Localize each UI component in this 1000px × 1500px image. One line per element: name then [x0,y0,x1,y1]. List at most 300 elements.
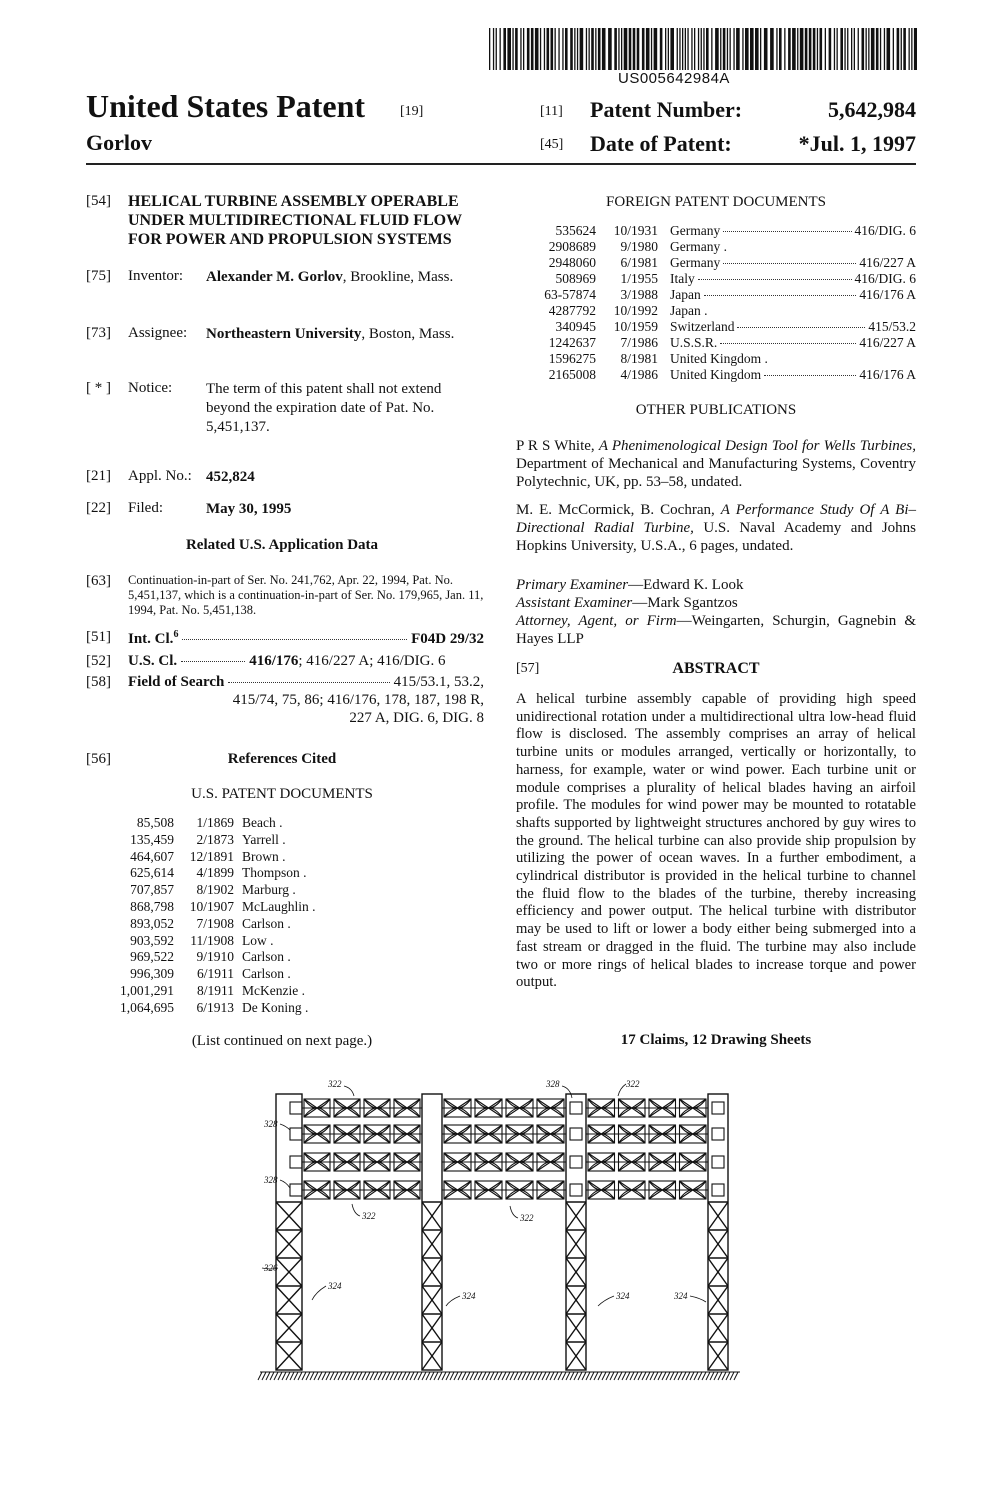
us-patent-date: 1/1869 [196,815,234,830]
assignee-location: , Boston, Mass. [361,326,455,342]
barcode-bar [834,28,835,70]
helical-blade [394,1162,420,1171]
foreign-patent-row [516,223,916,239]
helical-blade [334,1108,360,1117]
ground-hatch [442,1372,446,1380]
ground-hatch [462,1372,466,1380]
us-patent-date: 9/1910 [196,949,234,965]
foreign-patent-class: 416/176 A [859,367,916,382]
bearing-box [712,1156,724,1168]
appl-code: [21] [86,468,111,484]
barcode-bar [507,28,511,70]
helical-blade [364,1153,390,1162]
ground-hatch [714,1372,718,1380]
ground-hatch [550,1372,554,1380]
ground-hatch [398,1372,402,1380]
ref-322-lower-mid: 322 [520,1213,534,1223]
barcode-bar [903,28,906,70]
int-cl-row [128,629,484,648]
barcode-bar [844,28,845,70]
inventor-location: , Brookline, Mass. [342,269,454,285]
foreign-patent-country: Germany . [670,239,727,254]
helical-blade [394,1108,420,1117]
helical-blade [334,1162,360,1171]
barcode-bar [871,28,875,70]
dot-leader [698,279,852,280]
helical-blade [506,1125,533,1134]
ground-hatch [538,1372,542,1380]
title-field-code: [54] [86,193,111,209]
helical-blade [444,1099,471,1108]
barcode-bar [574,28,575,70]
ground-hatch [274,1372,278,1380]
pub1-source: Department of Mechanical and Manufacturing Systems, Coventry Polytechnic, UK, pp. 53–58, undated. [516,456,916,490]
foreign-patent-entry [670,255,916,271]
us-patent-date: 7/1908 [196,915,234,931]
foreign-patent-date: 7/1986 [620,335,658,350]
helical-blade [364,1134,390,1143]
foreign-patent-country: Japan [670,287,701,302]
ground-hatch [530,1372,534,1380]
helical-blade [537,1181,564,1190]
helical-blade [334,1099,360,1108]
ground-hatch [518,1372,522,1380]
search-value-3: 227 A, DIG. 6, DIG. 8 [349,710,484,726]
continuation-code: [63] [86,573,111,589]
helical-blade [680,1108,707,1117]
ground-hatch [594,1372,598,1380]
foreign-docs-heading: FOREIGN PATENT DOCUMENTS [605,194,827,210]
ground-hatch [262,1372,266,1380]
foreign-patent-entry [670,351,916,367]
us-patent-date: 6/1913 [196,999,234,1015]
search-label: Field of Search [128,674,225,690]
filed-date: May 30, 1995 [206,501,292,517]
barcode [489,28,917,70]
foreign-patent-row [516,319,916,335]
foreign-patent-country: Italy [670,271,695,286]
ref-322-lower-left: 322 [362,1211,376,1221]
notice-text: The term of this patent shall not extend beyond the expiration date of Pat. No. 5,451,137. [206,381,442,435]
foreign-patent-entry [670,367,916,383]
helical-blade [680,1190,707,1199]
barcode-bar [701,28,702,70]
barcode-bar [837,28,838,70]
foreign-patent-number: 4287792 [548,303,596,318]
ground-hatch [346,1372,350,1380]
helical-blade [304,1125,330,1134]
publication-1 [516,437,916,491]
ground-hatch [474,1372,478,1380]
barcode-bar [589,28,590,70]
barcode-bar [595,28,596,70]
us-patent-number: 1,001,291 [120,982,174,998]
us-patent-date: 11/1908 [190,932,234,948]
filed-code: [22] [86,500,111,516]
barcode-bar [866,28,867,70]
helical-blade [649,1108,676,1117]
helical-blade [619,1162,646,1171]
inventor-label: Inventor: [128,268,183,284]
ground-hatch [618,1372,622,1380]
ground-hatch [598,1372,602,1380]
date-label: Date of Patent: [590,131,732,156]
foreign-patent-country: Japan . [670,303,708,318]
ground-hatch [730,1372,734,1380]
ground-hatch [438,1372,442,1380]
barcode-bar [691,28,692,70]
foreign-patent-entry [670,223,916,239]
bearing-box [712,1128,724,1140]
us-patent-name: Carlson . [242,966,291,982]
ground-hatch [654,1372,658,1380]
us-patent-number: 868,798 [130,898,174,914]
foreign-patent-class: 416/227 A [859,335,916,350]
barcode-bar [876,28,879,70]
foreign-patent-date: 1/1955 [620,271,658,286]
barcode-bar [614,28,617,70]
ground-hatch [650,1372,654,1380]
barcode-bar [742,28,743,70]
barcode-bar [602,28,606,70]
us-patent-row [100,949,316,966]
barcode-bar [665,28,666,70]
foreign-patent-entry [670,287,916,303]
pub2-source: U.S. Naval Academy and Johns Hopkins University, U.S.A., 6 pages, undated. [516,520,917,554]
ground-hatch [414,1372,418,1380]
barcode-bar [586,28,587,70]
filed-label: Filed: [128,500,164,516]
search-value-2: 415/74, 75, 86; 416/176, 178, 187, 198 R, [232,692,484,708]
attorney-label: Attorney, Agent, or Firm [516,613,677,629]
bearing-box [712,1184,724,1196]
barcode-bar [788,28,791,70]
helical-blade [394,1099,420,1108]
dot-leader [181,661,245,662]
appl-label: Appl. No.: [128,468,192,484]
helical-blade [444,1134,471,1143]
helical-blade [444,1108,471,1117]
assignee-name: Northeastern University [206,326,362,342]
us-patent-name: Brown . [242,848,286,864]
barcode-bar [646,28,650,70]
ground-hatch [342,1372,346,1380]
helical-blade [537,1108,564,1117]
ground-hatch [266,1372,270,1380]
helical-blade [394,1181,420,1190]
ground-hatch [306,1372,310,1380]
ground-hatch [278,1372,282,1380]
us-patent-name: Beach . [242,815,283,830]
helical-blade [394,1190,420,1199]
barcode-bar [851,28,852,70]
helical-blade [588,1108,615,1117]
helical-blade [588,1099,615,1108]
barcode-bar [880,28,881,70]
us-patent-number: 1,064,695 [120,999,174,1015]
barcode-bar [493,28,494,70]
foreign-patent-number: 1596275 [548,351,596,366]
ground-hatch [710,1372,714,1380]
us-patent-date: 8/1902 [196,882,234,898]
foreign-patent-country: United Kingdom [670,367,762,382]
barcode-bar [551,28,554,70]
barcode-bar [736,28,740,70]
us-patent-row [100,832,316,849]
ref-322-top-left: 322 [328,1079,342,1089]
ground-line [258,1372,740,1380]
ground-hatch [578,1372,582,1380]
helical-blade [537,1099,564,1108]
us-patent-row [100,899,316,916]
ground-hatch [662,1372,666,1380]
ground-hatch [350,1372,354,1380]
barcode-bar [500,28,501,70]
helical-blade [619,1125,646,1134]
us-patent-number: 903,592 [130,932,174,948]
list-continued-note: (List continued on next page.) [191,1033,373,1049]
helical-blade [506,1099,533,1108]
bearing-box [570,1102,582,1114]
ground-hatch [294,1372,298,1380]
barcode-bar [624,28,628,70]
barcode-bar [764,28,768,70]
helical-blade [475,1125,502,1134]
inventor-value [206,268,486,287]
publication-2 [516,501,916,555]
helical-blade [475,1108,502,1117]
helical-blade [444,1190,471,1199]
barcode-bar [670,28,674,70]
invention-title: HELICAL TURBINE ASSEMBLY OPERABLE UNDER MULTIDIRECTIONAL FLUID FLOW FOR POWER AND PROPULSION SYSTEMS [128,193,462,248]
us-cl-secondary: ; 416/227 A; 416/DIG. 6 [298,653,446,669]
ground-hatch [290,1372,294,1380]
pub2-title: A Performance Study Of A Bi–Directional Radial Turbine, [516,502,917,536]
primary-examiner [516,576,916,594]
ground-hatch [670,1372,674,1380]
ground-hatch [322,1372,326,1380]
ground-hatch [358,1372,362,1380]
barcode-bar [637,28,640,70]
us-patent-name: Marburg . [242,882,296,898]
ground-hatch [674,1372,678,1380]
helical-blade [506,1190,533,1199]
ground-hatch [642,1372,646,1380]
barcode-bar [642,28,645,70]
helical-blade [537,1190,564,1199]
ground-hatch [370,1372,374,1380]
ground-hatch [686,1372,690,1380]
ref-324-d: 324 [674,1291,688,1301]
ground-hatch [446,1372,450,1380]
ground-hatch [682,1372,686,1380]
int-cl-label [128,629,178,648]
helical-blade [588,1162,615,1171]
barcode-bar [887,28,891,70]
helical-blade [588,1125,615,1134]
us-patent-name: McLaughlin . [242,898,316,914]
ground-hatch [638,1372,642,1380]
us-patent-name: Low . [242,932,274,948]
barcode-bar [829,28,832,70]
foreign-patent-date: 3/1988 [620,287,658,302]
pub2-author: M. E. McCormick, B. Cochran, [516,502,721,518]
helical-blade [304,1153,330,1162]
ground-hatch [522,1372,526,1380]
ground-hatch [486,1372,490,1380]
ground-hatch [422,1372,426,1380]
ground-hatch [610,1372,614,1380]
barcode-bar [847,28,848,70]
int-cl-value: F04D 29/32 [411,631,484,647]
patent-number-code: [11] [540,104,563,119]
header-rule [86,163,916,165]
ground-hatch [450,1372,454,1380]
helical-blade [680,1099,707,1108]
ground-hatch [546,1372,550,1380]
foreign-patent-class: 416/227 A [859,255,916,270]
assistant-examiner-label: Assistant Examiner [516,595,633,611]
ground-hatch [558,1372,562,1380]
ground-hatch [338,1372,342,1380]
ground-hatch [634,1372,638,1380]
ground-hatch [510,1372,514,1380]
us-patent-row [100,865,316,882]
helical-blade [444,1125,471,1134]
notice-label: Notice: [128,380,173,396]
ground-hatch [586,1372,590,1380]
helical-blade [649,1153,676,1162]
us-patent-number: 135,459 [130,831,174,847]
ground-hatch [562,1372,566,1380]
barcode-bar [660,28,663,70]
barcode-bar [854,28,855,70]
foreign-patent-number: 2948060 [548,255,596,270]
helical-blade [588,1181,615,1190]
barcode-bar [496,28,497,70]
barcode-bar [730,28,731,70]
us-cl-label: U.S. Cl. [128,653,178,669]
barcode-bar [531,28,534,70]
ground-hatch [334,1372,338,1380]
dot-leader [704,295,857,296]
int-cl-edition: 6 [173,629,179,640]
us-patent-date: 4/1899 [196,865,234,881]
abstract-text: A helical turbine assembly capable of providing high speed unidirectional rotation under a multidirectional ultra low-head fluid flow is disclosed. The assembly comprises an array of helical turbine units or modules arranged, vertically or horizontally, to harness, for example, water or wind power. Each turbine unit or module comprises a plurality of helical blades having an airfoil profile. The modules for wind power may be mounted to rotatable shafts supported by lightweight structures anchored by guy wires to the ground. The helical turbine can also provide ship propulsion by utilizing the power of ocean waves. In a further embodiment, a cylindrical distributor is provided in the helical turbine to channel the fluid flow to the blades of the turbine, thereby increasing efficiency and power output. The helical turbine with distributor may be used to lift or lower a body either being submerged into a fast stream or dragged in the fluid. The turbine may also include two or more rings of helical blades to increase torque and power output. [516,691,916,991]
us-patent-docs-heading: U.S. PATENT DOCUMENTS [191,786,373,802]
helical-blade [649,1162,676,1171]
foreign-patent-number: 340945 [555,319,596,334]
barcode-bar [580,28,584,70]
helical-blade [444,1153,471,1162]
foreign-patent-class: 416/176 A [859,287,916,302]
us-patent-row [100,916,316,933]
date-of-patent: *Jul. 1, 1997 [798,131,916,156]
assistant-examiner-name: —Mark Sgantzos [632,595,738,611]
ground-hatch [330,1372,334,1380]
foreign-patent-number: 63-57874 [544,287,596,302]
title-code: [19] [400,104,424,119]
helical-blade [680,1125,707,1134]
us-patent-date: 8/1911 [197,982,234,998]
ground-hatch [430,1372,434,1380]
ground-hatch [574,1372,578,1380]
us-patent-row [100,849,316,866]
barcode-bar [570,28,573,70]
barcode-bar [901,28,902,70]
ground-hatch [258,1372,262,1380]
foreign-patent-entry [670,335,916,351]
ground-hatch [318,1372,322,1380]
abstract-heading: ABSTRACT [672,660,760,677]
dot-leader [723,231,851,232]
ground-hatch [490,1372,494,1380]
barcode-bar [668,28,669,70]
ground-hatch [378,1372,382,1380]
helical-blade [394,1134,420,1143]
barcode-bar [760,28,761,70]
helical-blade [364,1108,390,1117]
appl-number: 452,824 [206,469,255,485]
ground-hatch [454,1372,458,1380]
helical-blade [506,1108,533,1117]
helical-blade [506,1134,533,1143]
foreign-patent-class: 416/DIG. 6 [854,271,916,286]
ground-hatch [702,1372,706,1380]
barcode-bar [862,28,865,70]
ground-hatch [622,1372,626,1380]
foreign-patent-class: 415/53.2 [868,319,916,334]
us-patent-name: Yarrell . [242,831,286,847]
ground-hatch [542,1372,546,1380]
barcode-bar [540,28,541,70]
assistant-examiner [516,594,916,612]
barcode-bar [809,28,812,70]
ground-hatch [458,1372,462,1380]
barcode-bar [677,28,678,70]
dot-leader [723,263,856,264]
barcode-bar [682,28,683,70]
us-patent-row [100,815,316,832]
helical-blade [475,1134,502,1143]
assignee-value [206,325,486,344]
barcode-bar [558,28,559,70]
barcode-bar [577,28,578,70]
helical-blade [475,1153,502,1162]
foreign-patent-date: 9/1980 [620,239,658,254]
ref-328-left-upper: 328 [264,1119,278,1129]
helical-blade [475,1099,502,1108]
ground-hatch [698,1372,702,1380]
helical-blade [588,1190,615,1199]
barcode-bar [792,28,796,70]
helical-blade [506,1162,533,1171]
barcode-bar [512,28,513,70]
ground-hatch [658,1372,662,1380]
foreign-patent-row [516,351,916,367]
barcode-bar [565,28,568,70]
foreign-patent-entry [670,319,916,335]
us-cl-value [249,653,445,670]
turbine-array-drawing [250,1070,750,1400]
helical-turbine-modules [290,1099,724,1199]
barcode-bar [733,28,734,70]
barcode-bar [618,28,619,70]
barcode-bar [720,28,721,70]
ref-328-top-right: 328 [546,1079,560,1089]
us-patent-row [100,983,316,1000]
assignee-label: Assignee: [128,325,188,341]
